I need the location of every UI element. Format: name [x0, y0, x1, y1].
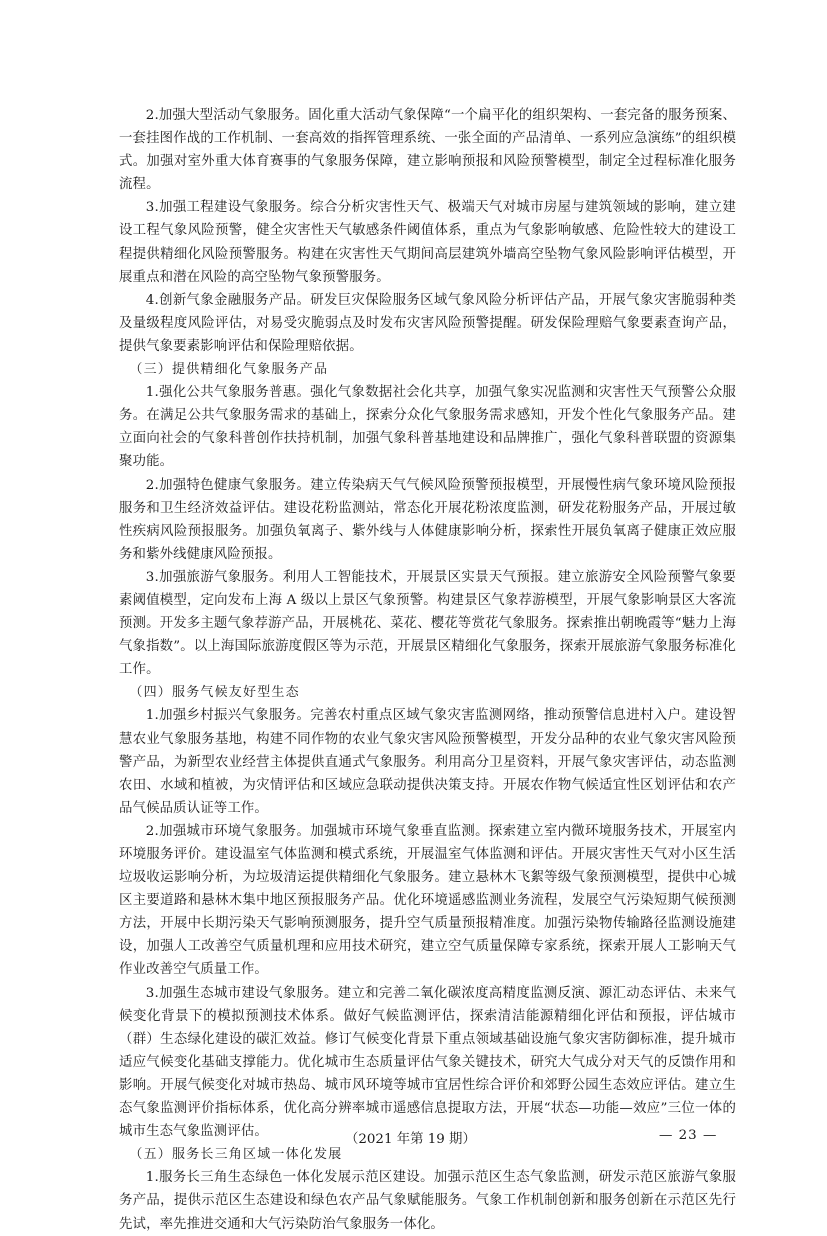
section-heading-4: （四）服务气候友好型生态: [129, 685, 300, 701]
paragraph-health-service: 2.加强特色健康气象服务。建立传染病天气气候风险预警预报模型，开展慢性病气象环境风险预报服务和卫生经济效益评估。建设花粉监测站，常态化开展花粉浓度监测，研发花粉服务产品，开展过敏性疾病风险预报服务。加强负氧离子、紫外线与人体健康影响分析，探索性开展负氧离子健康正效应服务和紫外线健康风险预报。: [119, 477, 736, 562]
paragraph-large-event-service: 2.加强大型活动气象服务。固化重大活动气象保障“一个扁平化的组织架构、一套完备的服务预案、一套挂图作战的工作机制、一套高效的指挥管理系统、一张全面的产品清单、一系列应急演练”的组织模式。加强对室外重大体育赛事的气象服务保障，建立影响预报和风险预警模型，制定全过程标准化服务流程。: [119, 108, 736, 193]
paragraph-tourism-service: 3.加强旅游气象服务。利用人工智能技术，开展景区实景天气预报。建立旅游安全风险预警气象要素阈值模型，定向发布上海 A 级以上景区气象预警。构建景区气象荐游模型，开展气象影响景区大客流预测。开发多主题气象荐游产品，开展桃花、菜花、樱花等赏花气象服务。探索推出朝晚霞等“魅力上海气象指数”。以上海国际旅游度假区等为示范，开展景区精细化气象服务，探索开展旅游气象服务标准化工作。: [119, 569, 736, 678]
page-body: [119, 104, 736, 1236]
footer-page-number: — 23 —: [659, 1128, 718, 1143]
section-heading-5: （五）服务长三角区域一体化发展: [129, 1147, 343, 1163]
footer-issue: （2021 年第 19 期）: [345, 1132, 476, 1147]
section-heading-3: （三）提供精细化气象服务产品: [129, 362, 329, 378]
paragraph-urban-environment: 2.加强城市环境气象服务。加强城市环境气象垂直监测。探索建立室内微环境服务技术，开展室内环境服务评价。建设温室气体监测和模式系统，开展温室气体监测和评估。开展灾害性天气对小区生活垃圾收运影响分析，为垃圾清运提供精细化气象服务。建立悬林木飞絮等级气象预测模型，提供中心城区主要道路和悬林木集中地区预报服务产品。优化环境遥感监测业务流程，发展空气污染短期气候预测方法，开展中长期污染天气影响预测服务，提升空气质量预报精准度。加强污染物传输路径监测设施建设，加强人工改善空气质量机理和应用技术研究，建立空气质量保障专家系统，探索开展人工影响天气作业改善空气质量工作。: [119, 823, 736, 978]
paragraph-finance-products: 4.创新气象金融服务产品。研发巨灾保险服务区域气象风险分析评估产品，开展气象灾害脆弱种类及量级程度风险评估，对易受灾脆弱点及时发布灾害风险预警提醒。研发保险理赔气象要素查询产品，提供气象要素影响评估和保险理赔依据。: [119, 292, 736, 354]
paragraph-yangtze-delta: 1.服务长三角生态绿色一体化发展示范区建设。加强示范区生态气象监测，研发示范区旅游气象服务产品，提供示范区生态建设和绿色农产品气象赋能服务。气象工作机制创新和服务创新在示范区先行先试，率先推进交通和大气污染防治气象服务一体化。: [119, 1170, 736, 1232]
paragraph-engineering-service: 3.加强工程建设气象服务。综合分析灾害性天气、极端天气对城市房屋与建筑领域的影响，建立建设工程气象风险预警，健全灾害性天气敏感条件阈值体系，重点为气象影响敏感、危险性较大的建设工程提供精细化风险预警服务。构建在灾害性天气期间高层建筑外墙高空坠物气象风险影响评估模型，开展重点和潜在风险的高空坠物气象预警服务。: [119, 200, 736, 285]
paragraph-rural-service: 1.加强乡村振兴气象服务。完善农村重点区域气象灾害监测网络，推动预警信息进村入户。建设智慧农业气象服务基地，构建不同作物的农业气象灾害风险预警模型，开发分品种的农业气象灾害风险预警产品，为新型农业经营主体提供直通式气象服务。利用高分卫星资料，开展气象灾害评估，动态监测农田、水域和植被，为灾情评估和区域应急联动提供决策支持。开展农作物气候适宜性区划评估和农产品气候品质认证等工作。: [119, 708, 736, 816]
paragraph-public-service: 1.强化公共气象服务普惠。强化气象数据社会化共享，加强气象实况监测和灾害性天气预警公众服务。在满足公共气象服务需求的基础上，探索分众化气象服务需求感知，开发个性化气象服务产品。建立面向社会的气象科普创作扶持机制，加强气象科普基地建设和品牌推广，强化气象科普联盟的资源集聚功能。: [119, 385, 736, 470]
paragraph-eco-city: 3.加强生态城市建设气象服务。建立和完善二氧化碳浓度高精度监测反演、源汇动态评估、未来气候变化背景下的模拟预测技术体系。做好气候监测评估，探索清洁能源精细化评估和预报，评估城市（群）生态绿化建设的碳汇效益。修订气候变化背景下重点领域基础设施气象灾害防御标准，提升城市适应气候变化基础支撑能力。优化城市生态质量评估气象关键技术，研究大气成分对天气的反馈作用和影响。开展气候变化对城市热岛、城市风环境等城市宜居性综合评价和郊野公园生态效应评估。建立生态气象监测评价指标体系，优化高分辨率城市遥感信息提取方法，开展“状态—功能—效应”三位一体的城市生态气象监测评估。: [119, 985, 736, 1140]
